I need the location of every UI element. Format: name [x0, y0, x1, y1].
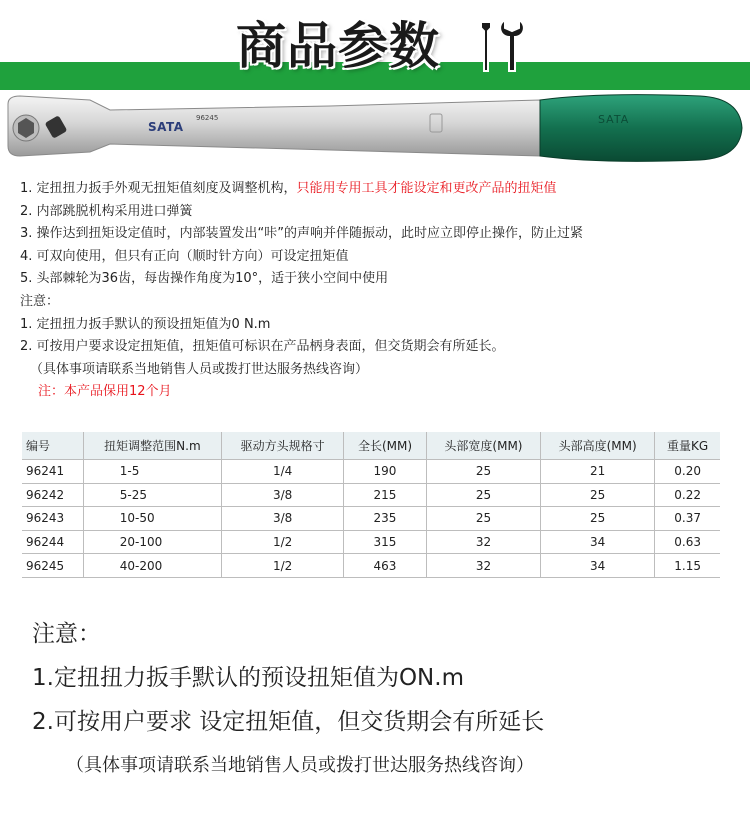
feature-item: 4. 可双向使用，但只有正向（顺时针方向）可设定扭矩值 [20, 248, 349, 264]
col-header: 重量KG [655, 432, 720, 460]
cell: 34 [541, 554, 655, 578]
wrench-screwdriver-icon [475, 18, 523, 76]
cell: 5-25 [83, 483, 221, 507]
wrench-brand-label: SATA [148, 120, 184, 134]
cell: 0.20 [655, 460, 720, 484]
feature-item: 3. 操作达到扭矩设定值时，内部装置发出“咔”的声响并伴随振动，此时应立即停止操作，防止过紧 [20, 226, 584, 242]
table-row [22, 554, 720, 578]
cell: 1-5 [83, 460, 221, 484]
cell: 34 [541, 530, 655, 554]
large-notes-heading: 注意： [32, 621, 101, 647]
large-note-item: 2.可按用户要求 设定扭矩值，但交货期会有所延长 [32, 709, 545, 735]
cell: 3/8 [222, 483, 344, 507]
warranty-note: 注：本产品保用12个月 [38, 384, 172, 400]
spec-table [22, 432, 720, 578]
table-row [22, 483, 720, 507]
cell: 0.63 [655, 530, 720, 554]
cell: 25 [426, 507, 540, 531]
note-item: 2. 可按用户要求设定扭矩值，扭矩值可标识在产品柄身表面，但交货期会有所延长。 [20, 339, 505, 355]
cell: 21 [541, 460, 655, 484]
cell: 25 [541, 483, 655, 507]
cell: 96245 [22, 554, 83, 578]
col-header: 头部宽度(MM) [426, 432, 540, 460]
feature-highlight: 只能用专用工具才能设定和更改产品的扭矩值 [296, 181, 557, 196]
cell: 1/2 [222, 554, 344, 578]
cell: 315 [344, 530, 427, 554]
col-header: 全长(MM) [344, 432, 427, 460]
col-header: 头部高度(MM) [541, 432, 655, 460]
col-header: 驱动方头规格寸 [222, 432, 344, 460]
cell: 96242 [22, 483, 83, 507]
col-header: 编号 [22, 432, 83, 460]
cell: 215 [344, 483, 427, 507]
note-item: 1. 定扭扭力扳手默认的预设扭矩值为0 N.m [20, 316, 271, 332]
cell: 25 [426, 483, 540, 507]
cell: 3/8 [222, 507, 344, 531]
cell: 0.37 [655, 507, 720, 531]
feature-item: 2. 内部跳脱机构采用进口弹簧 [20, 203, 193, 219]
header-banner [0, 0, 750, 92]
table-row [22, 507, 720, 531]
col-header: 扭矩调整范围N.m [83, 432, 221, 460]
feature-item: 1. 定扭扭力扳手外观无扭矩值刻度及调整机构，只能用专用工具才能设定和更改产品的扭矩值 [20, 181, 557, 196]
cell: 0.22 [655, 483, 720, 507]
wrench-model-label: 96245 [196, 114, 219, 122]
cell: 1.15 [655, 554, 720, 578]
cell: 96241 [22, 460, 83, 484]
torque-wrench-image [0, 92, 750, 164]
cell: 10-50 [83, 507, 221, 531]
cell: 25 [541, 507, 655, 531]
notes-heading: 注意： [20, 293, 60, 309]
table-row [22, 530, 720, 554]
cell: 463 [344, 554, 427, 578]
banner-title: 商品参数 [236, 17, 440, 75]
cell: 32 [426, 554, 540, 578]
feature-item: 5. 头部棘轮为36齿，每齿操作角度为10°，适于狭小空间中使用 [20, 271, 389, 287]
table-header-row [22, 432, 720, 460]
note-contact: （具体事项请联系当地销售人员或拨打世达服务热线咨询） [30, 361, 369, 377]
cell: 20-100 [83, 530, 221, 554]
cell: 96244 [22, 530, 83, 554]
cell: 1/2 [222, 530, 344, 554]
cell: 96243 [22, 507, 83, 531]
cell: 190 [344, 460, 427, 484]
cell: 1/4 [222, 460, 344, 484]
wrench-grip-brand-label: SATA [598, 113, 630, 126]
large-notes [32, 612, 544, 788]
cell: 32 [426, 530, 540, 554]
table-row [22, 460, 720, 484]
cell: 40-200 [83, 554, 221, 578]
cell: 25 [426, 460, 540, 484]
large-note-item: 1.定扭扭力扳手默认的预设扭矩值为ON.m [32, 665, 464, 691]
cell: 235 [344, 507, 427, 531]
feature-list [20, 178, 583, 404]
large-note-contact: （具体事项请联系当地销售人员或拨打世达服务热线咨询） [66, 755, 534, 776]
